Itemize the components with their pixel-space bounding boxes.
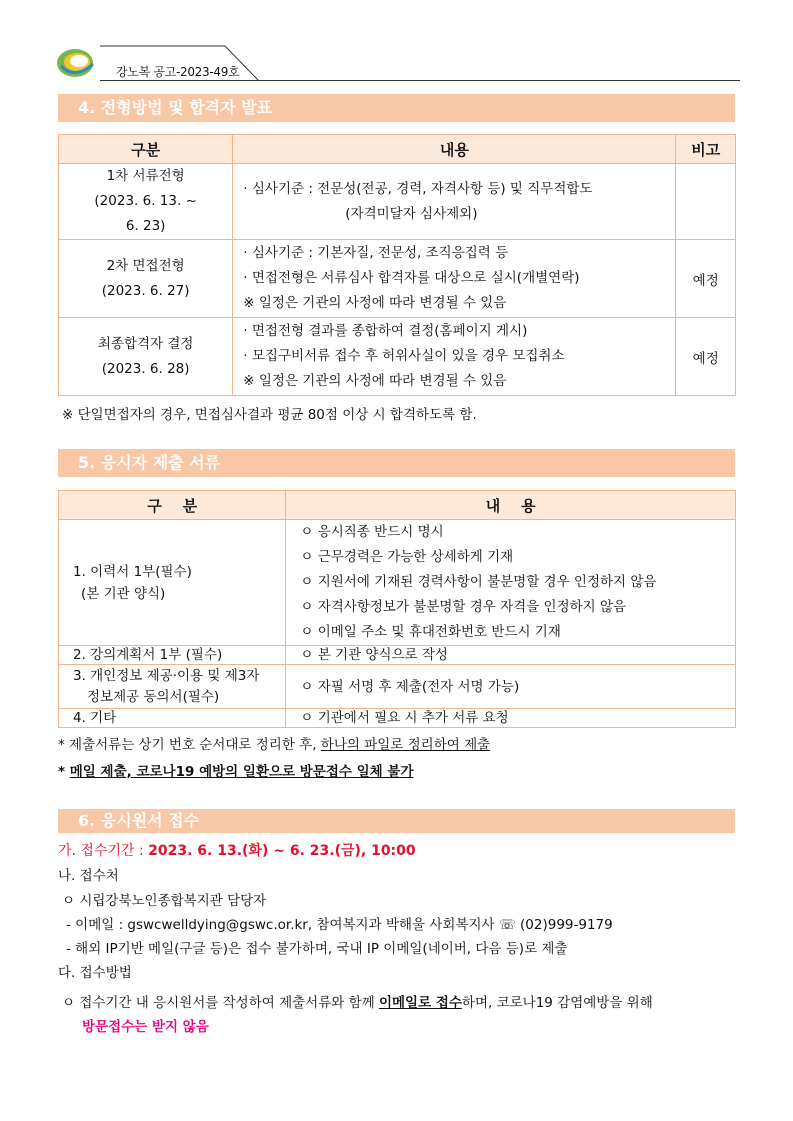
table-header-row [59, 135, 736, 164]
content-line: ※ 일정은 기관의 사정에 따라 변경될 수 있음 [243, 373, 507, 389]
col-header-content: 내 용 [286, 491, 736, 520]
email-line: - 이메일 : gswcwelldying@gswc.or.kr, 참여복지과 박해울 사회복지사 ☏ (02)999-9179 [66, 917, 613, 933]
method-label: 다. 접수방법 [58, 965, 132, 981]
no-visit-notice: 방문접수는 받지 않음 [82, 1019, 209, 1035]
table-row [59, 665, 736, 709]
content-line: ㅇ 근무경력은 가능한 상세하게 기재 [300, 549, 514, 565]
note-underlined: 하나의 파일로 정리하여 제출 [320, 737, 491, 753]
stage-date-end: 6. 23) [125, 218, 166, 234]
interview-footnote: ※ 단일면접자의 경우, 면접심사결과 평균 80점 이상 시 합격하도록 함. [62, 407, 477, 423]
section-5-title: 5. 응시자 제출 서류 [58, 449, 735, 477]
visit-ban-note [58, 760, 413, 780]
stage-cell [59, 164, 233, 240]
col-header-remark: 비고 [676, 135, 736, 164]
table-row [59, 164, 736, 240]
remark-cell: 예정 [676, 240, 736, 318]
content-cell [233, 240, 676, 318]
period-value: 2023. 6. 13.(화) ~ 6. 23.(금), 10:00 [148, 843, 416, 859]
section-4-title: 4. 전형방법 및 합격자 발표 [58, 94, 735, 122]
selection-table [58, 134, 736, 396]
period-label: 가. 접수기간 : [58, 843, 149, 859]
content-cell [286, 520, 736, 646]
item-cell [59, 520, 286, 646]
table-row [59, 240, 736, 318]
note-emphasis: 메일 제출, 코로나19 예방의 일환으로 방문접수 일체 불가 [69, 764, 414, 780]
content-line: ㅇ 자격사항정보가 불분명할 경우 자격을 인정하지 않음 [300, 599, 627, 615]
content-cell [233, 164, 676, 240]
organization-logo [55, 46, 99, 80]
section-6-title: 6. 응시원서 접수 [58, 809, 735, 833]
item-cell: 4. 기타 [59, 709, 286, 728]
item-cell: 2. 강의계획서 1부 (필수) [59, 646, 286, 665]
method-line [62, 991, 653, 1011]
stage-cell [59, 318, 233, 396]
remark-cell: 예정 [676, 318, 736, 396]
stage-date: (2023. 6. 28) [101, 360, 190, 377]
content-cell: ㅇ 기관에서 필요 시 추가 서류 요청 [286, 709, 736, 728]
note-star: * [58, 764, 66, 780]
table-row [59, 646, 736, 665]
period-line [58, 840, 416, 860]
documents-table [58, 490, 736, 728]
col-header-content: 내용 [233, 135, 676, 164]
stage-date: (2023. 6. 13. ~ [94, 193, 197, 209]
content-line: ㅇ 이메일 주소 및 휴대전화번호 반드시 기재 [300, 624, 561, 640]
method-emphasis: 이메일로 접수 [378, 995, 462, 1011]
content-line: · 면접전형 결과를 종합하여 결정(홈페이지 게시) [243, 323, 528, 339]
method-text: ㅇ 접수기간 내 응시원서를 작성하여 제출서류와 함께 [62, 995, 379, 1011]
stage-cell [59, 240, 233, 318]
document-number: 강노복 공고-2023-49호 [116, 65, 240, 79]
content-line: ㅇ 지원서에 기재된 경력사항이 불분명할 경우 인정하지 않음 [300, 574, 657, 590]
content-line: (자격미달자 심사제외) [345, 205, 478, 222]
method-text-suffix: 하며, 코로나19 감염예방을 위해 [461, 995, 653, 1011]
item-cell [59, 665, 286, 709]
content-line: ※ 일정은 기관의 사정에 따라 변경될 수 있음 [243, 295, 507, 311]
col-header-category: 구 분 [59, 491, 286, 520]
overseas-ip-line: - 해외 IP기반 메일(구글 등)은 접수 불가하며, 국내 IP 이메일(네이버, 다음 등)로 제출 [66, 941, 568, 957]
col-header-category: 구분 [59, 135, 233, 164]
submission-note [58, 733, 490, 753]
content-line: · 모집구비서류 접수 후 허위사실이 있을 경우 모집취소 [243, 348, 565, 364]
place-org: ㅇ 시립강북노인종합복지관 담당자 [62, 893, 267, 909]
stage-name: 1차 서류전형 [106, 168, 185, 184]
item-name: 1. 이력서 1부(필수) [73, 563, 192, 580]
content-cell: ㅇ 자필 서명 후 제출(전자 서명 가능) [286, 665, 736, 709]
content-line: · 심사기준 : 기본자질, 전문성, 조직응집력 등 [243, 245, 509, 261]
content-line: ㅇ 응시직종 반드시 명시 [300, 524, 444, 540]
note-text: * 제출서류는 상기 번호 순서대로 정리한 후, [58, 737, 321, 753]
stage-date: (2023. 6. 27) [101, 282, 190, 299]
header-rule [100, 80, 740, 81]
content-cell [233, 318, 676, 396]
content-cell: ㅇ 본 기관 양식으로 작성 [286, 646, 736, 665]
place-label: 나. 접수처 [58, 868, 119, 884]
item-sub: 정보제공 동의서(필수) [87, 688, 220, 705]
table-row [59, 520, 736, 646]
content-line: · 심사기준 : 전문성(전공, 경력, 자격사항 등) 및 직무적합도 [243, 180, 593, 197]
stage-name: 2차 면접전형 [106, 257, 185, 274]
stage-name: 최종합격자 결정 [97, 335, 194, 352]
content-line: · 면접전형은 서류심사 합격자를 대상으로 실시(개별연락) [243, 270, 580, 286]
remark-cell [676, 164, 736, 240]
table-row [59, 709, 736, 728]
item-sub: (본 기관 양식) [81, 585, 166, 602]
table-row [59, 318, 736, 396]
table-header-row [59, 491, 736, 520]
item-name: 3. 개인정보 제공·이용 및 제3자 [73, 667, 260, 684]
